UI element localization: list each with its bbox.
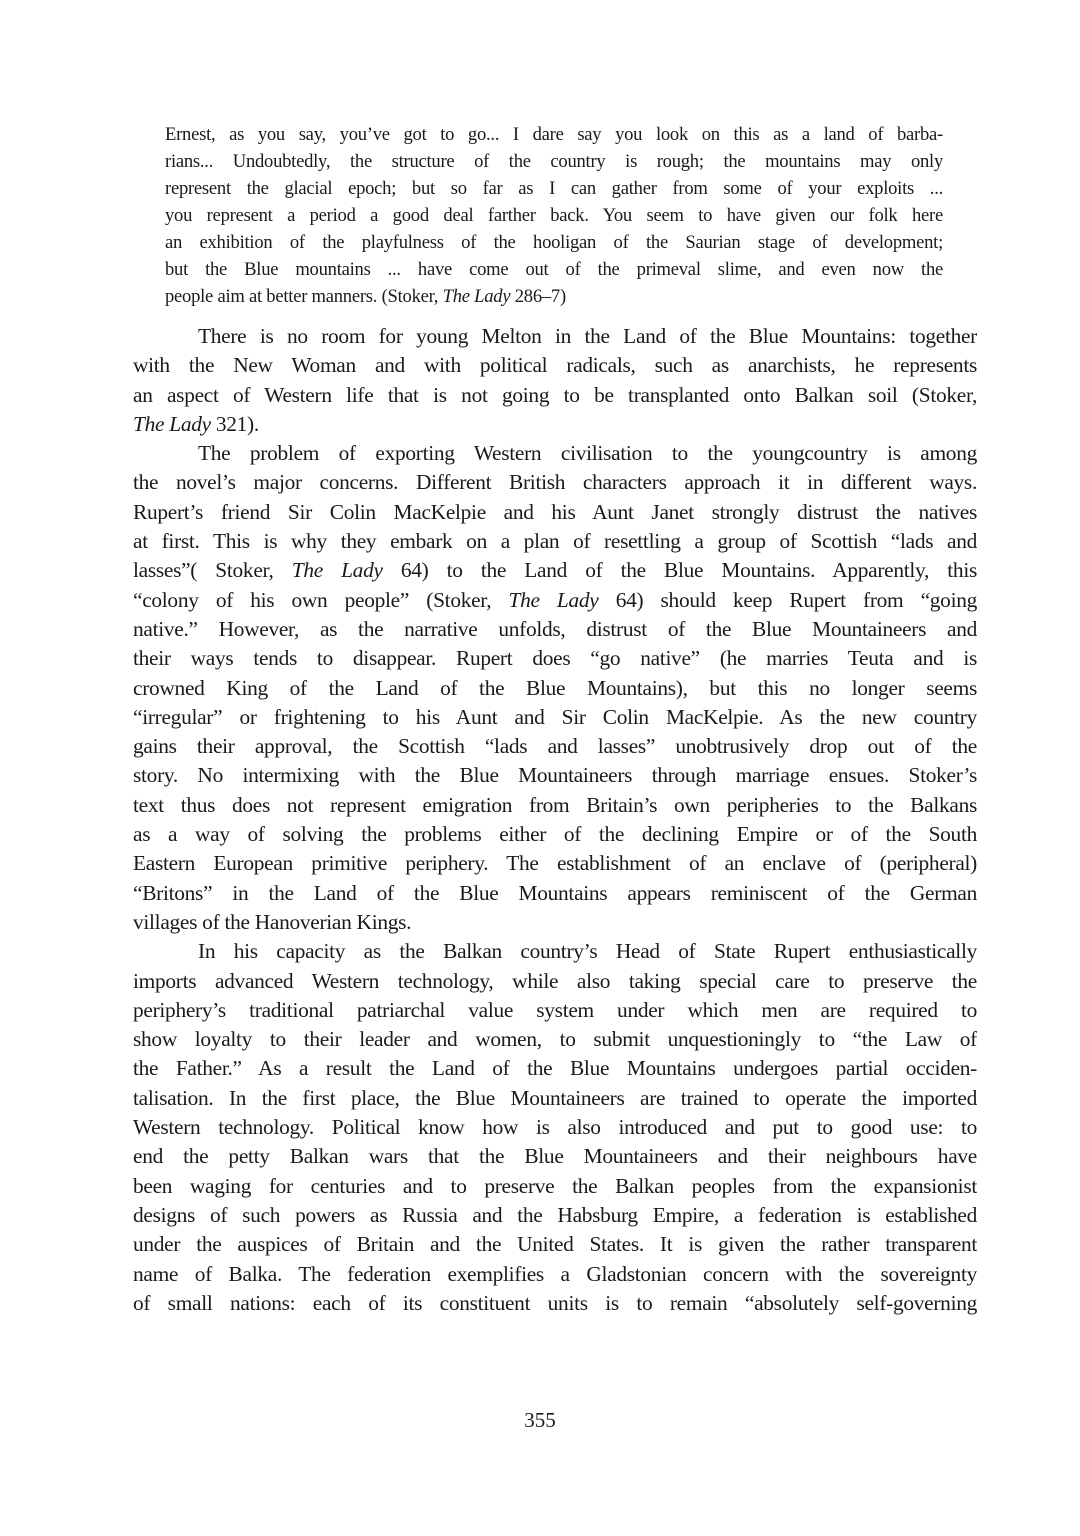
text-line xyxy=(133,322,977,351)
text-segment: text thus does not represent emigration from Britain’s own peripheries to the Balkans xyxy=(133,792,977,817)
text-line xyxy=(165,202,943,229)
text-line xyxy=(165,283,943,310)
paragraph xyxy=(133,439,977,937)
text-segment: their ways tends to disappear. Rupert does “go native” (he marries Teuta and is xyxy=(133,646,977,671)
text-line xyxy=(133,967,977,996)
text-segment: In his capacity as the Balkan country’s Head of State Rupert enthusiastically xyxy=(198,939,977,964)
text-line xyxy=(133,996,977,1025)
text-line xyxy=(133,615,977,644)
text-line xyxy=(133,879,977,908)
text-line xyxy=(133,703,977,732)
text-segment: people aim at better manners. (Stoker, xyxy=(165,286,443,307)
text-line xyxy=(133,644,977,673)
text-segment: at first. This is why they embark on a plan of resettling a group of Scottish “lads and xyxy=(133,529,977,554)
text-line xyxy=(133,1172,977,1201)
text-line xyxy=(133,351,977,380)
text-line xyxy=(133,937,977,966)
paragraph xyxy=(133,937,977,1318)
text-line xyxy=(133,1201,977,1230)
text-line xyxy=(133,908,977,937)
text-line xyxy=(133,674,977,703)
text-line xyxy=(133,820,977,849)
text-segment: of small nations: each of its constituent units is to remain “absolutely self-governing xyxy=(133,1290,977,1315)
text-segment: “irregular” or frightening to his Aunt and Sir Colin MacKelpie. As the new country xyxy=(133,704,977,729)
text-segment: crowned King of the Land of the Blue Mountains), but this no longer seems xyxy=(133,675,977,700)
text-line xyxy=(165,148,943,175)
text-line xyxy=(133,498,977,527)
text-line xyxy=(133,1260,977,1289)
text-segment: “Britons” in the Land of the Blue Mountains appears reminiscent of the German xyxy=(133,880,977,905)
text-segment: rians... Undoubtedly, the structure of the country is rough; the mountains may only xyxy=(165,151,943,172)
text-line xyxy=(133,1025,977,1054)
text-segment: name of Balka. The federation exemplifies a Gladstonian concern with the sovereignty xyxy=(133,1261,977,1286)
text-line xyxy=(133,732,977,761)
italic-title: The Lady xyxy=(133,411,211,436)
italic-title: The Lady xyxy=(442,286,511,307)
text-segment: the novel’s major concerns. Different British characters approach it in different ways. xyxy=(133,470,977,495)
text-segment: The problem of exporting Western civilisation to the youngcountry is among xyxy=(198,441,977,466)
text-segment: with the New Woman and with political radicals, such as anarchists, he represents xyxy=(133,353,977,378)
text-segment: 64) to the Land of the Blue Mountains. Apparently, this xyxy=(382,558,977,583)
text-line xyxy=(133,410,977,439)
text-line xyxy=(133,791,977,820)
paragraph xyxy=(133,322,977,439)
text-segment: you represent a period a good deal farther back. You seem to have given our folk here xyxy=(165,205,943,226)
text-line xyxy=(133,1084,977,1113)
text-line xyxy=(165,229,943,256)
page-number: 355 xyxy=(524,1408,556,1432)
text-line xyxy=(133,527,977,556)
text-segment: 321). xyxy=(210,411,259,436)
text-line xyxy=(165,175,943,202)
text-line xyxy=(133,381,977,410)
text-segment: but the Blue mountains ... have come out of the primeval slime, and even now the xyxy=(165,259,943,280)
text-line xyxy=(133,1230,977,1259)
text-line xyxy=(133,556,977,585)
text-segment: Eastern European primitive periphery. The establishment of an enclave of (peripheral) xyxy=(133,851,977,876)
text-segment: talisation. In the first place, the Blue Mountaineers are trained to operate the imported xyxy=(133,1085,977,1110)
italic-title: The Lady xyxy=(508,587,599,612)
text-segment: under the auspices of Britain and the United States. It is given the rather transparent xyxy=(133,1232,977,1257)
text-segment: periphery’s traditional patriarchal value system under which men are required to xyxy=(133,997,977,1022)
block-quote xyxy=(165,121,943,310)
text-line xyxy=(133,1142,977,1171)
text-segment: been waging for centuries and to preserve the Balkan peoples from the expansionist xyxy=(133,1173,977,1198)
text-segment: gains their approval, the Scottish “lads and lasses” unobtrusively drop out of the xyxy=(133,734,977,759)
body-text xyxy=(133,322,977,1318)
text-segment: the Father.” As a result the Land of the Blue Mountains undergoes partial occiden- xyxy=(133,1056,977,1081)
text-segment: as a way of solving the problems either of the declining Empire or of the South xyxy=(133,822,977,847)
text-line xyxy=(133,849,977,878)
text-segment: Western technology. Political know how is also introduced and put to good use: to xyxy=(133,1115,977,1140)
text-line xyxy=(133,1113,977,1142)
text-segment: show loyalty to their leader and women, to submit unquestioningly to “the Law of xyxy=(133,1027,977,1052)
text-segment: an exhibition of the playfulness of the hooligan of the Saurian stage of development; xyxy=(165,232,943,253)
italic-title: The Lady xyxy=(291,558,383,583)
text-segment: imports advanced Western technology, while also taking special care to preserve the xyxy=(133,968,977,993)
text-segment: villages of the Hanoverian Kings. xyxy=(133,909,412,934)
text-line xyxy=(133,468,977,497)
text-segment: an aspect of Western life that is not going to be transplanted onto Balkan soil (Stoker, xyxy=(133,382,977,407)
text-segment: 64) should keep Rupert from “going xyxy=(598,587,977,612)
text-segment: end the petty Balkan wars that the Blue Mountaineers and their neighbours have xyxy=(133,1144,977,1169)
text-segment: native.” However, as the narrative unfolds, distrust of the Blue Mountaineers and xyxy=(133,616,977,641)
text-segment: Rupert’s friend Sir Colin MacKelpie and his Aunt Janet strongly distrust the natives xyxy=(133,499,977,524)
text-line xyxy=(133,761,977,790)
text-segment: 286–7) xyxy=(510,286,566,307)
text-line xyxy=(133,439,977,468)
text-segment: lasses”( Stoker, xyxy=(133,558,292,583)
text-line xyxy=(133,586,977,615)
text-line xyxy=(165,121,943,148)
text-line xyxy=(133,1289,977,1318)
text-segment: “colony of his own people” (Stoker, xyxy=(133,587,509,612)
text-segment: There is no room for young Melton in the Land of the Blue Mountains: together xyxy=(198,324,977,348)
text-segment: represent the glacial epoch; but so far as I can gather from some of your exploits ... xyxy=(165,178,943,199)
text-line xyxy=(133,1054,977,1083)
text-line xyxy=(165,256,943,283)
text-segment: Ernest, as you say, you’ve got to go... I dare say you look on this as a land of barba- xyxy=(165,124,943,145)
text-segment: story. No intermixing with the Blue Mountaineers through marriage ensues. Stoker’s xyxy=(133,763,977,788)
text-segment: designs of such powers as Russia and the Habsburg Empire, a federation is established xyxy=(133,1202,977,1227)
